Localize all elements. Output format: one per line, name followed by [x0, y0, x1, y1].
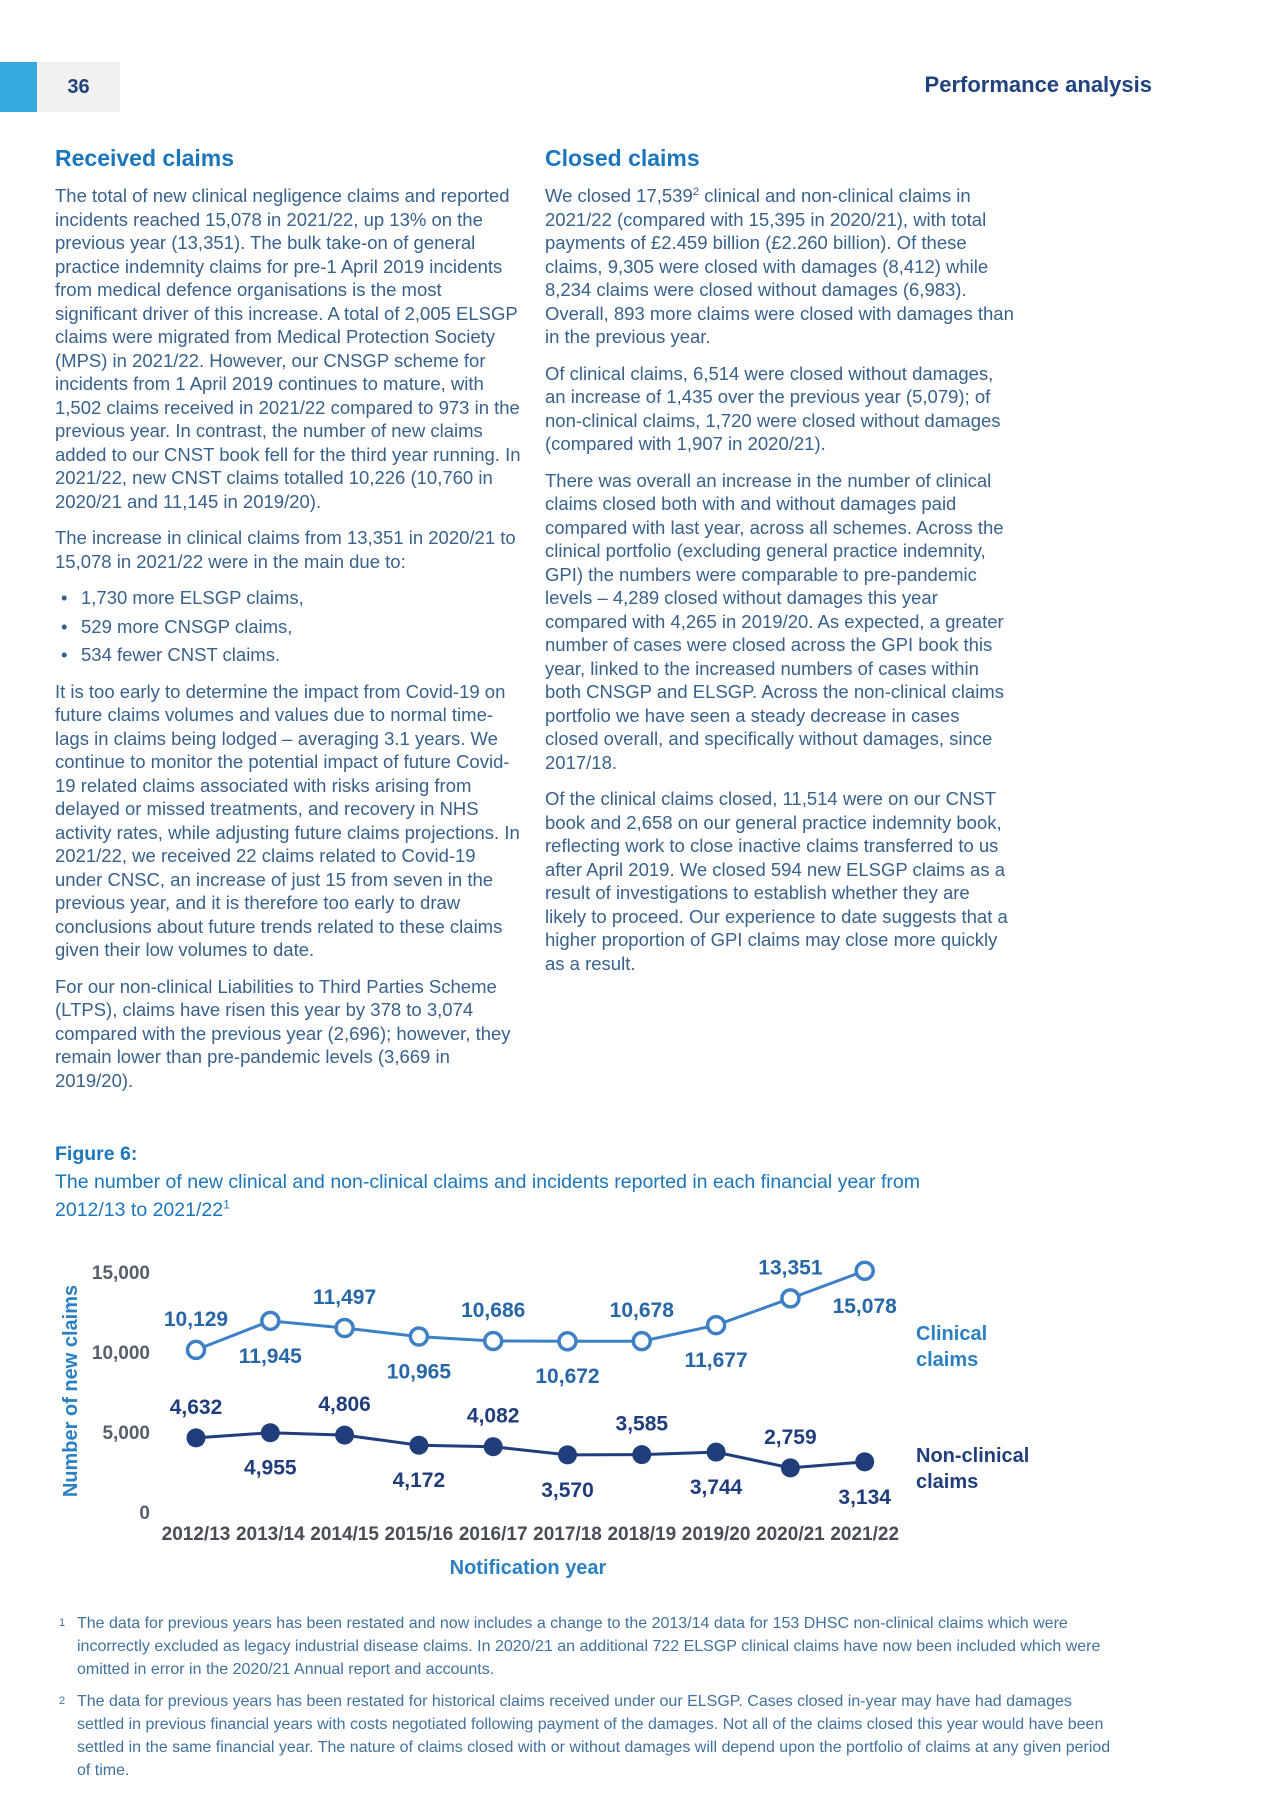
data-point-label: 3,134	[838, 1485, 891, 1509]
y-tick-label: 15,000	[91, 1263, 150, 1284]
figure-label: Figure 6:	[55, 1143, 138, 1165]
data-point-marker	[188, 1341, 205, 1358]
paragraph: There was overall an increase in the number of clinical claims closed both with and without damages paid compared with last year, across all schemes. Across the clinical portfolio (excluding general practice indemnity, GPI) the numbers were comparable to pre-pandemic levels – 4,289 closed without damages this year compared with 4,265 in 2019/20. As expected, a greater number of cases were closed across the GPI book this year, linked to the increased numbers of cases within both CNSGP and ELSGP. Across the non-clinical claims portfolio we have seen a steady decrease in cases closed overall, and specifically without damages, since 2017/18.	[545, 469, 1004, 773]
x-axis-label: Notification year	[449, 1557, 607, 1579]
data-point-marker	[632, 1445, 651, 1464]
y-axis-label: Number of new claims	[60, 1284, 82, 1498]
figure6-line-chart	[55, 1216, 1115, 1598]
data-point-label: 10,129	[163, 1307, 229, 1331]
page-number-box	[37, 62, 120, 112]
section-title: Performance analysis	[924, 72, 1152, 97]
data-point-label: 13,351	[758, 1256, 823, 1280]
x-tick-label: 2012/13	[161, 1524, 231, 1545]
data-point-label: 10,678	[609, 1299, 674, 1323]
paragraph-text: We closed 17,539	[545, 185, 693, 206]
x-tick-label: 2021/22	[830, 1524, 900, 1545]
data-point-marker	[485, 1333, 502, 1350]
page-number: 36	[67, 75, 90, 98]
x-tick-label: 2016/17	[458, 1524, 528, 1545]
data-point-label: 11,497	[313, 1286, 377, 1310]
data-point-label: 11,945	[238, 1344, 302, 1368]
data-point-label: 3,744	[689, 1476, 743, 1500]
legend-label: Non-clinical	[916, 1445, 1030, 1467]
footnote-text: The data for previous years has been restated and now includes a change to the 2013/14 data for 153 DHSC non-clinical claims which were incorrectly excluded as legacy industrial disease claims. In 2020/21 an additional 722 ELSGP clinical claims have now been included which were omitted in error in the 2020/21 Annual report and accounts.	[77, 1615, 1101, 1678]
list-item: • 529 more CNSGP claims,	[55, 615, 523, 639]
x-tick-label: 2015/16	[384, 1524, 454, 1545]
data-point-marker	[262, 1312, 279, 1329]
x-tick-label: 2018/19	[607, 1524, 677, 1545]
page-accent-bar	[0, 62, 37, 112]
y-tick-label: 10,000	[91, 1343, 150, 1364]
data-point-marker	[410, 1328, 427, 1345]
y-tick-label: 0	[139, 1503, 150, 1524]
paragraph-text: clinical and non-clinical claims in 2021/22 (compared with 15,395 in 2020/21), with total payments of £2.459 billion (£2.260 billion). Of these claims, 9,305 were closed with damages (8,412) while 8,234 claims were closed without damages (6,983). Overall, 893 more claims were closed with damages than in the previous year.	[545, 185, 1014, 347]
data-point-label: 10,965	[386, 1360, 452, 1384]
data-point-label: 15,078	[832, 1294, 897, 1318]
figure-caption-text: The number of new clinical and non-clinical claims and incidents reported in each financial year from 2012/13 to 2021/22	[55, 1171, 920, 1221]
x-tick-label: 2020/21	[756, 1524, 825, 1545]
series-line	[196, 1271, 865, 1350]
x-tick-label: 2019/20	[681, 1524, 751, 1545]
data-point-label: 4,632	[169, 1395, 223, 1419]
x-tick-label: 2013/14	[235, 1524, 305, 1545]
data-point-marker	[558, 1445, 577, 1464]
closed-claims-heading: Closed claims	[545, 145, 700, 171]
y-tick-label: 5,000	[102, 1423, 150, 1444]
paragraph: Of the clinical claims closed, 11,514 were on our CNST book and 2,658 on our general practice indemnity book, reflecting work to close inactive claims transferred to us after April 2019. We closed 594 new ELSGP claims as a result of investigations to establish whether they are likely to proceed. Our experience to date suggests that a higher proportion of GPI claims may close more quickly as a result.	[545, 788, 1008, 974]
data-point-marker	[335, 1426, 354, 1445]
list-item: • 1,730 more ELSGP claims,	[55, 586, 523, 610]
list-item: • 534 fewer CNST claims.	[55, 643, 523, 667]
claims-increase-bullet-list	[55, 586, 523, 667]
paragraph	[545, 184, 1015, 349]
legend-label: Clinical	[916, 1323, 988, 1345]
data-point-label: 3,585	[615, 1412, 669, 1436]
figure6-chart-svg	[55, 1216, 1115, 1598]
data-point-marker	[782, 1290, 799, 1307]
paragraph: It is too early to determine the impact from Covid-19 on future claims volumes and values due to normal time-lags in claims being lodged – averaging 3.1 years. We continue to monitor the potential impact of future Covid-19 related claims associated with risks arising from delayed or missed treatments, and recovery in NHS activity rates, while adjusting future claims projections. In 2021/22, we received 22 claims related to Covid-19 under CNSC, an increase of just 15 from seven in the previous year, and it is therefore too early to draw conclusions about future trends related to these claims given their low volumes to date.	[55, 680, 520, 960]
data-point-marker	[559, 1333, 576, 1350]
data-point-marker	[633, 1333, 650, 1350]
received-claims-column	[55, 145, 523, 1105]
data-point-label: 11,677	[684, 1349, 748, 1373]
footnote	[55, 1690, 1117, 1782]
footnote-text: The data for previous years has been restated for historical claims received under our ELSGP. Cases closed in-year may have had damages settled in previous financial years with costs negotiated following payment of the damages. Not all of the claims closed this year would have been settled in the same financial year. The nature of claims closed with or without damages will depend upon the portfolio of claims at any given period of time.	[77, 1693, 1111, 1779]
data-point-marker	[707, 1443, 726, 1462]
x-tick-label: 2014/15	[310, 1524, 379, 1545]
data-point-label: 4,955	[244, 1456, 297, 1480]
data-point-marker	[781, 1458, 800, 1477]
footnote	[55, 1612, 1117, 1681]
paragraph: The increase in clinical claims from 13,351 in 2020/21 to 15,078 in 2021/22 were in the main due to:	[55, 527, 516, 572]
footnote-marker: 2	[59, 1695, 66, 1707]
data-point-marker	[409, 1436, 428, 1455]
legend-label: claims	[916, 1349, 979, 1371]
data-point-label: 4,806	[318, 1393, 371, 1417]
data-point-marker	[261, 1423, 280, 1442]
data-point-label: 4,172	[392, 1469, 446, 1493]
closed-claims-column	[545, 145, 1015, 988]
data-point-label: 2,759	[764, 1425, 817, 1449]
x-tick-label: 2017/18	[533, 1524, 602, 1545]
paragraph: For our non-clinical Liabilities to Third Parties Scheme (LTPS), claims have risen this year by 378 to 3,074 compared with the previous year (2,696); however, they remain lower than pre-pandemic levels (3,669 in 2019/20).	[55, 975, 511, 1091]
data-point-marker	[336, 1320, 353, 1337]
footnote-reference: 1	[223, 1197, 230, 1212]
data-point-label: 10,686	[461, 1299, 526, 1323]
data-point-marker	[856, 1262, 873, 1279]
paragraph: The total of new clinical negligence claims and reported incidents reached 15,078 in 2021/22, up 13% on the previous year (13,351). The bulk take-on of general practice indemnity claims for pre-1 April 2019 incidents from medical defence organisations is the most significant driver of this increase. A total of 2,005 ELSGP claims were migrated from Medical Protection Society (MPS) in 2021/22. However, our CNSGP scheme for incidents from 1 April 2019 continues to mature, with 1,502 claims received in 2021/22 compared to 973 in the previous year. In contrast, the number of new claims added to our CNST book fell for the third year running. In 2021/22, new CNST claims totalled 10,226 (10,760 in 2020/21 and 11,145 in 2019/20).	[55, 185, 521, 512]
data-point-label: 10,672	[535, 1365, 600, 1389]
figure6-caption	[55, 1140, 985, 1224]
data-point-marker	[187, 1428, 206, 1447]
paragraph: Of clinical claims, 6,514 were closed without damages, an increase of 1,435 over the previous year (5,079); of non-clinical claims, 1,720 were closed without damages (compared with 1,907 in 2020/21).	[545, 362, 1001, 454]
footnote-marker: 1	[59, 1617, 66, 1629]
legend-label: claims	[916, 1471, 979, 1493]
data-point-marker	[484, 1437, 503, 1456]
data-point-marker	[855, 1452, 874, 1471]
received-claims-heading: Received claims	[55, 145, 235, 171]
data-point-label: 4,082	[466, 1404, 520, 1428]
data-point-label: 3,570	[541, 1478, 594, 1502]
footnote-reference: 2	[692, 185, 700, 198]
footnotes	[55, 1612, 1117, 1791]
data-point-marker	[708, 1317, 725, 1334]
